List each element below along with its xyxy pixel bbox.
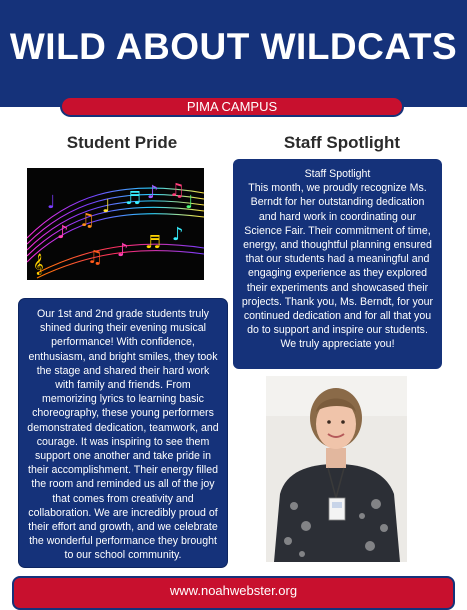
svg-text:♪: ♪ xyxy=(147,182,159,203)
svg-text:♩: ♩ xyxy=(185,192,194,213)
svg-text:♩: ♩ xyxy=(47,192,56,213)
svg-text:♬: ♬ xyxy=(145,232,162,253)
staff-spotlight-text-box xyxy=(233,159,442,369)
staff-spotlight-text: This month, we proudly recognize Ms. Berndt for her outstanding dedication and hard work in coordinating our Science Fair. Their commitment of time, energy, and thoughtful planning ensured that our students had a meaningful and engaging experience as they explored their experiments and showcased their projects. Thank you, Ms. Berndt, for your continued dedication and for all that you do to support and inspire our students. We truly appreciate you! xyxy=(241,182,434,351)
svg-text:𝄞: 𝄞 xyxy=(33,254,44,275)
website-link[interactable]: www.noahwebster.org xyxy=(169,583,298,598)
svg-text:♫: ♫ xyxy=(169,180,186,201)
staff-spotlight-box-title: Staff Spotlight xyxy=(304,168,371,180)
student-pride-text: Our 1st and 2nd grade students truly shined during their evening musical performance! With confidence, enthusiasm, and bright smiles, they took the stage and shared their hard work with family and friends. From memorizing lyrics to learning basic choreography, these young performers demonstrated dedication, teamwork, and courage. It was inspiring to see them support one another and take pride in their accomplishment. Their energy filled the room and reminded us all of the joy that comes from creativity and collaboration. We are incredibly proud of their effort and growth, and we celebrate the wonderful performance they brought to our school community. xyxy=(27,308,219,562)
footer-website-bar xyxy=(12,576,455,610)
music-notes-image xyxy=(27,168,204,280)
svg-text:♬: ♬ xyxy=(125,188,142,209)
staff-photo xyxy=(266,376,407,562)
svg-text:♪: ♪ xyxy=(117,240,129,261)
newsletter-title: WILD ABOUT WILDCATS xyxy=(9,26,458,67)
svg-text:♫: ♫ xyxy=(87,247,104,268)
svg-text:♪: ♪ xyxy=(57,222,69,243)
student-pride-heading: Student Pride xyxy=(66,133,178,152)
svg-text:♩: ♩ xyxy=(102,196,111,217)
svg-text:♫: ♫ xyxy=(79,210,96,231)
staff-spotlight-heading: Staff Spotlight xyxy=(283,133,401,152)
student-pride-text-box xyxy=(19,299,227,567)
svg-text:♪: ♪ xyxy=(172,224,184,245)
campus-banner: PIMA CAMPUS xyxy=(60,96,404,117)
